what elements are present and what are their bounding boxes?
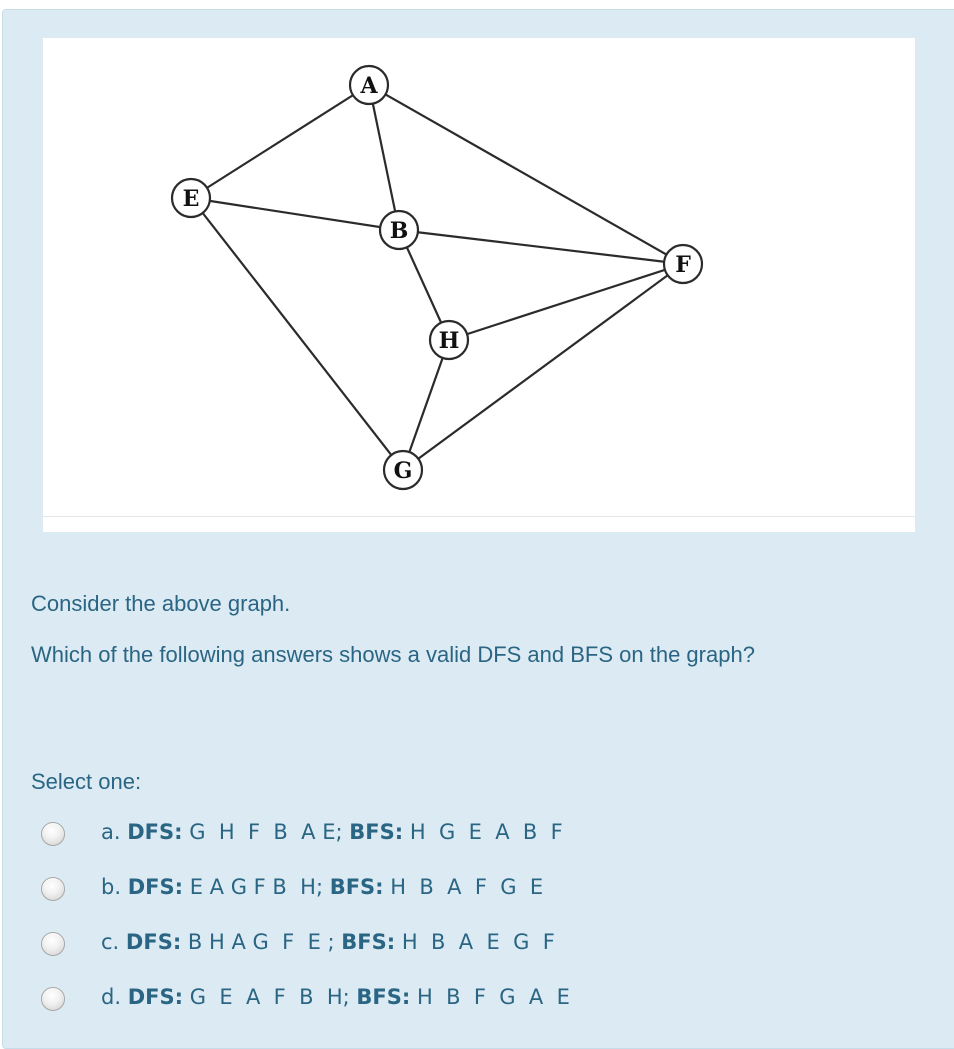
node-e-label: E (182, 186, 200, 212)
option-b-letter: b. (101, 875, 122, 899)
option-b-bfs-label: BFS: (329, 875, 384, 899)
option-d-label (101, 985, 570, 1009)
option-c-bfs-seq: H B A E G F (401, 930, 555, 954)
node-h-label: H (438, 328, 460, 354)
option-b[interactable] (39, 873, 739, 913)
node-a (350, 66, 388, 104)
radio-option-a[interactable] (41, 822, 65, 846)
option-d[interactable] (39, 983, 739, 1023)
option-a-bfs-label: BFS: (349, 820, 404, 844)
option-d-bfs-seq: H B F G A E (416, 985, 570, 1009)
option-a-letter: a. (101, 820, 121, 844)
option-d-letter: d. (101, 985, 122, 1009)
edge-h-g (403, 340, 449, 470)
option-a-dfs-label: DFS: (127, 820, 183, 844)
option-b-bfs-seq: H B A F G E (390, 875, 544, 899)
option-b-label (101, 875, 543, 899)
node-g-label: G (393, 458, 413, 484)
radio-option-d[interactable] (41, 987, 65, 1011)
option-b-dfs-seq: E A G F B H; (189, 875, 324, 899)
option-a-bfs-seq: H G E A B F (409, 820, 563, 844)
edge-h-f (449, 264, 683, 340)
option-c-label (101, 930, 555, 954)
edge-e-g (191, 198, 403, 470)
option-d-dfs-seq: G E A F B H; (189, 985, 350, 1009)
option-c-letter: c. (101, 930, 120, 954)
graph-figure (43, 38, 915, 532)
option-c-bfs-label: BFS: (341, 930, 396, 954)
edge-b-f (399, 230, 683, 264)
edge-a-b (369, 85, 399, 230)
select-one-label: Select one: (31, 769, 142, 794)
radio-option-c[interactable] (41, 932, 65, 956)
option-c[interactable] (39, 928, 739, 968)
edge-a-e (191, 85, 369, 198)
option-d-bfs-label: BFS: (356, 985, 411, 1009)
edge-g-f (403, 264, 683, 470)
node-b (380, 211, 418, 249)
option-a[interactable] (39, 818, 739, 858)
option-a-dfs-seq: G H F B A E; (189, 820, 343, 844)
option-a-label (101, 820, 563, 844)
figure-divider (43, 516, 915, 517)
node-g (384, 451, 422, 489)
node-b-label: B (389, 218, 409, 244)
node-a-label: A (360, 73, 378, 99)
node-f (664, 245, 702, 283)
option-b-dfs-label: DFS: (127, 875, 184, 899)
question-line-2: Which of the following answers shows a valid DFS and BFS on the graph? (31, 642, 755, 667)
question-card (2, 9, 954, 1049)
node-f-label: F (675, 252, 691, 278)
radio-option-b[interactable] (41, 877, 65, 901)
graph-svg (43, 38, 915, 516)
option-c-dfs-seq: B H A G F E ; (187, 930, 335, 954)
node-h (430, 321, 468, 359)
option-d-dfs-label: DFS: (127, 985, 184, 1009)
edge-e-b (191, 198, 399, 230)
node-e (172, 179, 210, 217)
question-line-1: Consider the above graph. (31, 591, 291, 616)
option-c-dfs-label: DFS: (125, 930, 182, 954)
